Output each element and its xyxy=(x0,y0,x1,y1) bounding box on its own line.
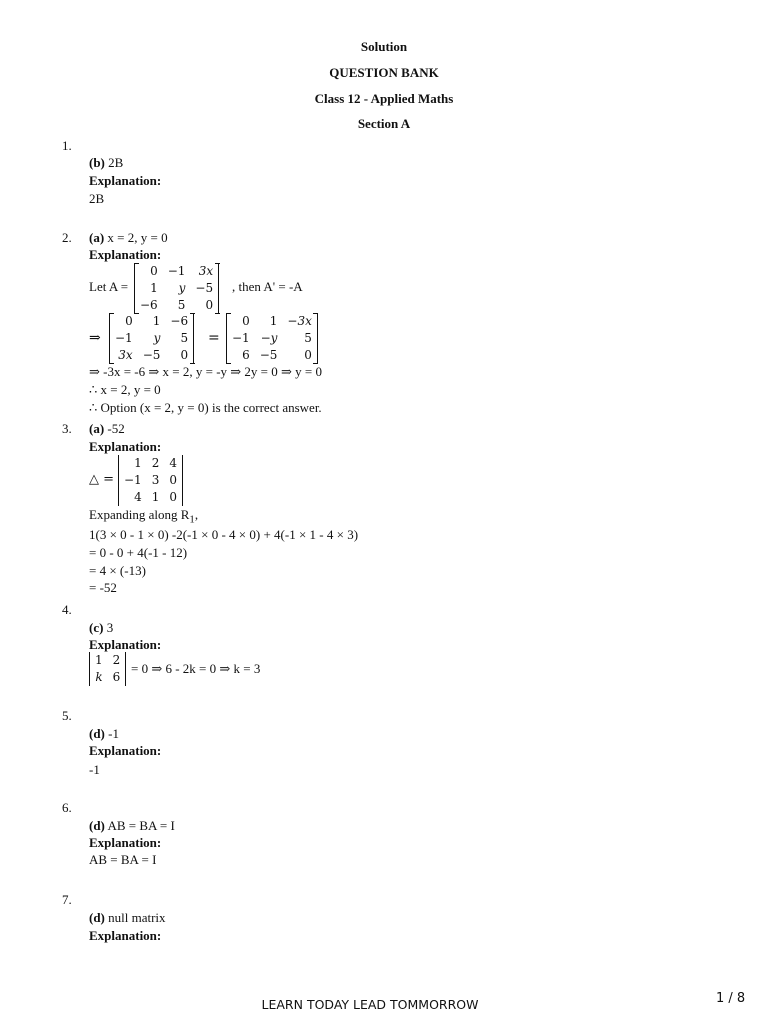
matrix-row xyxy=(90,652,125,669)
matrix-cell: 1 xyxy=(150,281,158,295)
answer-text: 3 xyxy=(106,620,114,635)
question-bank-heading: QUESTION BANK xyxy=(329,65,439,80)
equals-sign: = xyxy=(208,330,220,346)
implies-symbol: ⇒ xyxy=(89,330,101,346)
step-text: = -52 xyxy=(89,580,117,595)
delta-label: △ = xyxy=(89,472,115,487)
matrix-row xyxy=(90,669,125,686)
matrix-negative-a xyxy=(226,313,318,364)
determinant-2x2 xyxy=(89,652,126,686)
answer-option: (a) xyxy=(89,421,105,436)
matrix-cell: −1 xyxy=(232,331,250,345)
answer-option: (c) xyxy=(89,620,104,635)
matrix-cell: 1 xyxy=(134,456,142,470)
step-text: 1(3 × 0 - 1 × 0) -2(-1 × 0 - 4 × 0) + 4(-1 × 1 - 4 × 3) xyxy=(89,527,359,542)
matrix-cell: −6 xyxy=(140,298,158,312)
question-number: 1. xyxy=(62,138,72,153)
matrix-cell: 0 xyxy=(304,348,312,362)
question-number: 6. xyxy=(62,800,72,815)
answer-option: (a) xyxy=(89,230,105,245)
answer-text: null matrix xyxy=(108,910,166,925)
answer-text: -52 xyxy=(107,421,125,436)
explanation-text: 2B xyxy=(89,191,105,206)
answer-line xyxy=(89,230,168,246)
matrix-cell: −5 xyxy=(142,348,161,362)
explanation-text: -1 xyxy=(89,762,100,777)
matrix-row xyxy=(135,280,218,297)
step-text: ∴ Option (x = 2, y = 0) is the correct answer. xyxy=(89,400,322,415)
matrix-row xyxy=(227,313,317,330)
answer-line xyxy=(89,155,123,171)
answer-text: AB = BA = I xyxy=(107,818,175,833)
explanation-label: Explanation: xyxy=(89,439,162,454)
matrix-row xyxy=(119,455,182,472)
matrix-cell: −3x xyxy=(287,314,312,328)
matrix-cell: 0 xyxy=(242,314,250,328)
matrix-a xyxy=(134,263,219,314)
matrix-row xyxy=(119,472,182,489)
matrix-row xyxy=(135,297,218,314)
matrix-cell: 4 xyxy=(134,490,142,504)
matrix-cell: −1 xyxy=(167,264,186,278)
answer-option: (b) xyxy=(89,155,105,170)
matrix-cell: 0 xyxy=(150,264,158,278)
answer-line xyxy=(89,620,113,636)
step-text: = 4 × (-13) xyxy=(89,563,146,578)
question-number: 7. xyxy=(62,892,72,907)
matrix-cell: 4 xyxy=(169,456,177,470)
answer-option: (d) xyxy=(89,818,105,833)
matrix-cell: y xyxy=(178,281,186,295)
matrix-row xyxy=(119,489,182,506)
matrix-cell: 2 xyxy=(112,653,121,667)
determinant-3x3 xyxy=(118,455,183,506)
answer-text: x = 2, y = 0 xyxy=(107,230,168,245)
solution-heading: Solution xyxy=(360,39,408,54)
question-number: 3. xyxy=(62,421,72,436)
matrix-cell: 2 xyxy=(151,456,160,470)
matrix-cell: 0 xyxy=(125,314,133,328)
answer-text: -1 xyxy=(108,726,119,741)
answer-line xyxy=(89,910,166,926)
matrix-cell: 0 xyxy=(169,490,177,504)
matrix-cell: 6 xyxy=(112,670,121,684)
explanation-label: Explanation: xyxy=(89,835,162,850)
matrix-cell: 0 xyxy=(205,298,214,312)
page-number: 1 / 8 xyxy=(716,991,746,1006)
step-text: ∴ x = 2, y = 0 xyxy=(89,382,161,397)
answer-text: 2B xyxy=(108,155,124,170)
section-heading: Section A xyxy=(357,116,411,131)
matrix-cell: 0 xyxy=(180,348,189,362)
matrix-cell: −5 xyxy=(259,348,278,362)
step-text: = 0 - 0 + 4(-1 - 12) xyxy=(89,545,188,560)
matrix-row xyxy=(110,347,193,364)
matrix-cell: −6 xyxy=(170,314,189,328)
matrix-cell: 0 xyxy=(169,473,177,487)
matrix-cell: 5 xyxy=(177,298,186,312)
matrix-cell: y xyxy=(153,331,161,345)
matrix-cell: 6 xyxy=(242,348,250,362)
matrix-cell: 1 xyxy=(151,490,160,504)
explanation-label: Explanation: xyxy=(89,928,162,943)
explanation-label: Explanation: xyxy=(89,743,162,758)
matrix-cell: 1 xyxy=(95,653,103,667)
matrix-row xyxy=(227,347,317,364)
matrix-cell: k xyxy=(95,670,103,684)
matrix-cell: 5 xyxy=(180,331,189,345)
step-text: ⇒ -3x = -6 ⇒ x = 2, y = -y ⇒ 2y = 0 ⇒ y = 0 xyxy=(89,364,322,379)
answer-line xyxy=(89,421,125,437)
answer-line xyxy=(89,726,119,742)
matrix-row xyxy=(110,313,193,330)
matrix-cell: −5 xyxy=(195,281,214,295)
answer-option: (d) xyxy=(89,726,105,741)
determinant-result: = 0 ⇒ 6 - 2k = 0 ⇒ k = 3 xyxy=(131,661,261,676)
answer-option: (d) xyxy=(89,910,105,925)
matrix-cell: 3x xyxy=(198,264,214,278)
question-number: 4. xyxy=(62,602,72,617)
matrix-cell: −1 xyxy=(124,473,142,487)
matrix-a-transpose xyxy=(109,313,194,364)
matrix-cell: 1 xyxy=(269,314,278,328)
question-number: 2. xyxy=(62,230,72,245)
matrix-cell: −1 xyxy=(115,331,133,345)
explanation-label: Explanation: xyxy=(89,637,162,652)
explanation-label: Explanation: xyxy=(89,247,162,262)
matrix-row xyxy=(227,330,317,347)
matrix-cell: 3 xyxy=(151,473,160,487)
class-heading: Class 12 - Applied Maths xyxy=(314,91,454,106)
matrix-cell: 5 xyxy=(304,331,312,345)
expanding-text: Expanding along $R_1$, xyxy=(89,507,199,526)
matrix-row xyxy=(110,330,193,347)
matrix-cell: −y xyxy=(260,331,278,345)
then-transpose-text: , then A' = -A xyxy=(232,279,303,294)
matrix-cell: 1 xyxy=(152,314,161,328)
let-a-label: Let A = xyxy=(89,279,129,294)
question-number: 5. xyxy=(62,708,72,723)
answer-line xyxy=(89,818,175,834)
footer-tagline: LEARN TODAY LEAD TOMMORROW xyxy=(261,997,479,1012)
matrix-cell: 3x xyxy=(118,348,133,362)
matrix-row xyxy=(135,263,218,280)
explanation-text: AB = BA = I xyxy=(89,852,157,867)
explanation-label: Explanation: xyxy=(89,173,162,188)
